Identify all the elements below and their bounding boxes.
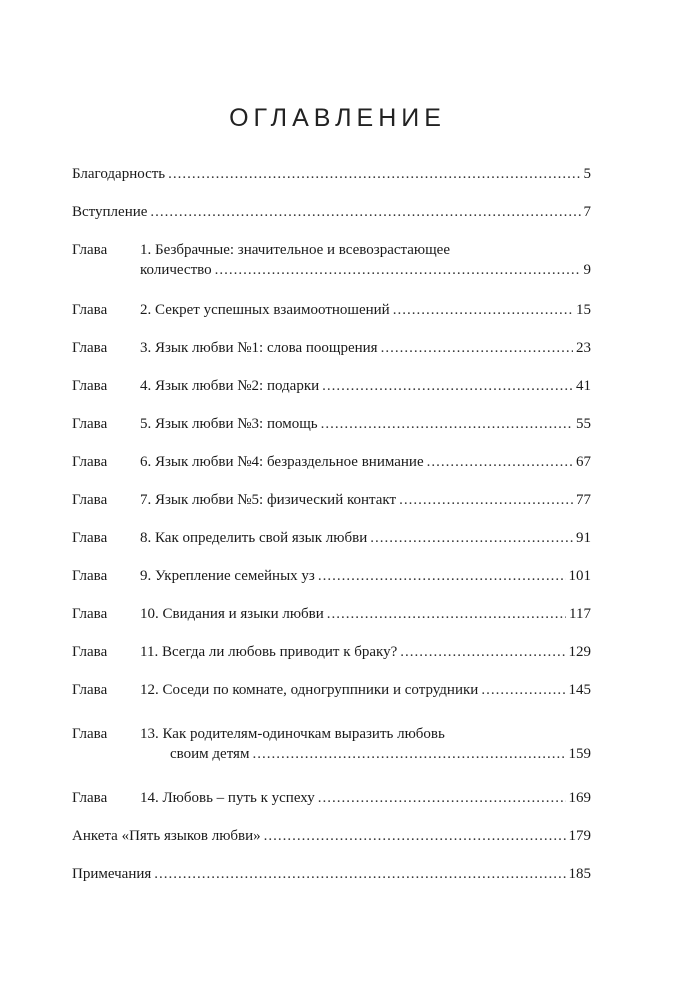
chapter-label: Глава: [72, 242, 108, 258]
toc-entry-text: 4. Язык любви №2: подарки: [140, 378, 320, 394]
toc-entry-chapter-9[interactable]: [72, 566, 591, 586]
leader-dots: [264, 826, 566, 846]
toc-page-number: 23: [576, 340, 591, 356]
toc-page-number: 185: [568, 866, 591, 882]
toc-entry-acknowledgements[interactable]: [72, 164, 591, 184]
leader-dots: [150, 202, 580, 222]
chapter-label: Глава: [72, 606, 108, 622]
leader-dots: [370, 528, 573, 548]
leader-dots: [381, 338, 573, 358]
toc-entry-text: 8. Как определить свой язык любви: [140, 530, 368, 546]
toc-page-number: 77: [576, 492, 591, 508]
chapter-label: Глава: [72, 454, 108, 470]
chapter-label: Глава: [72, 378, 108, 394]
toc-entry-chapter-1[interactable]: [72, 240, 591, 280]
toc-entry-questionnaire[interactable]: [72, 826, 591, 846]
toc-page-number: 55: [576, 416, 591, 432]
toc-page-number: 159: [568, 746, 591, 762]
toc-entry-text: Благодарность: [72, 166, 166, 182]
toc-entry-text: 10. Свидания и языки любви: [140, 606, 324, 622]
toc-page-number: 9: [583, 262, 591, 278]
toc-entry-chapter-7[interactable]: [72, 490, 591, 510]
toc-entry-introduction[interactable]: [72, 202, 591, 222]
toc-entry-chapter-2[interactable]: [72, 300, 591, 320]
toc-entry-chapter-13[interactable]: [72, 724, 591, 764]
leader-dots: [154, 864, 565, 884]
toc-entry-chapter-4[interactable]: [72, 376, 591, 396]
toc-entry-chapter-10[interactable]: [72, 604, 591, 624]
chapter-label: Глава: [72, 340, 108, 356]
chapter-number: 13.: [140, 726, 159, 742]
toc-page-number: 91: [576, 530, 591, 546]
toc-page-number: 67: [576, 454, 591, 470]
toc-entry-chapter-8[interactable]: [72, 528, 591, 548]
toc-entry-text: 5. Язык любви №3: помощь: [140, 416, 318, 432]
toc-page-number: 179: [568, 828, 591, 844]
leader-dots: [322, 376, 573, 396]
leader-dots: [399, 490, 573, 510]
chapter-label: Глава: [72, 790, 108, 806]
toc-entry-text-line1: Безбрачные: значительное и всевозрастающее: [155, 242, 450, 258]
toc-page-number: 7: [583, 204, 591, 220]
chapter-number: 1.: [140, 242, 152, 258]
leader-dots: [427, 452, 573, 472]
toc-page-number: 169: [568, 790, 591, 806]
leader-dots: [168, 164, 580, 184]
toc-entry-text: 12. Соседи по комнате, одногруппники и сотрудники: [140, 682, 479, 698]
toc-page-number: 15: [576, 302, 591, 318]
toc-entry-chapter-3[interactable]: [72, 338, 591, 358]
toc-entry-text: Вступление: [72, 204, 148, 220]
toc-entry-chapter-5[interactable]: [72, 414, 591, 434]
toc-page-number: 41: [576, 378, 591, 394]
toc-entry-text: Примечания: [72, 866, 152, 882]
toc-entry-text: 6. Язык любви №4: безраздельное внимание: [140, 454, 424, 470]
chapter-label: Глава: [72, 530, 108, 546]
leader-dots: [327, 604, 566, 624]
leader-dots: [481, 680, 565, 700]
leader-dots: [318, 788, 566, 808]
chapter-label: Глава: [72, 302, 108, 318]
toc-page-number: 101: [568, 568, 591, 584]
chapter-label: Глава: [72, 726, 108, 742]
toc-entry-text: количество: [140, 262, 212, 278]
toc-entry-chapter-6[interactable]: [72, 452, 591, 472]
toc-entry-text: 14. Любовь – путь к успеху: [140, 790, 315, 806]
leader-dots: [252, 744, 565, 764]
toc-page-number: 5: [583, 166, 591, 182]
chapter-label: Глава: [72, 682, 108, 698]
toc-entry-text: 3. Язык любви №1: слова поощрения: [140, 340, 378, 356]
toc-entry-chapter-14[interactable]: [72, 788, 591, 808]
toc-entry-text: 7. Язык любви №5: физический контакт: [140, 492, 397, 508]
leader-dots: [321, 414, 573, 434]
toc-entry-text: Анкета «Пять языков любви»: [72, 828, 261, 844]
leader-dots: [393, 300, 573, 320]
leader-dots: [215, 260, 581, 280]
leader-dots: [318, 566, 566, 586]
chapter-label: Глава: [72, 492, 108, 508]
toc-entry-chapter-12[interactable]: [72, 680, 591, 700]
toc-page-number: 145: [568, 682, 591, 698]
chapter-label: Глава: [72, 568, 108, 584]
page-title: ОГЛАВЛЕНИЕ: [229, 104, 446, 132]
toc-entry-text-line1: Как родителям-одиночкам выразить любовь: [162, 726, 445, 742]
chapter-label: Глава: [72, 644, 108, 660]
leader-dots: [400, 642, 565, 662]
toc-entry-chapter-11[interactable]: [72, 642, 591, 662]
toc-entry-text: 9. Укрепление семейных уз: [140, 568, 315, 584]
toc-entry-text: 11. Всегда ли любовь приводит к браку?: [140, 644, 398, 660]
toc-page-number: 117: [569, 606, 591, 622]
chapter-label: Глава: [72, 416, 108, 432]
toc-entry-notes[interactable]: [72, 864, 591, 884]
toc-entry-text: 2. Секрет успешных взаимоотношений: [140, 302, 390, 318]
toc-entry-text: своим детям: [170, 746, 250, 762]
toc-page-number: 129: [568, 644, 591, 660]
